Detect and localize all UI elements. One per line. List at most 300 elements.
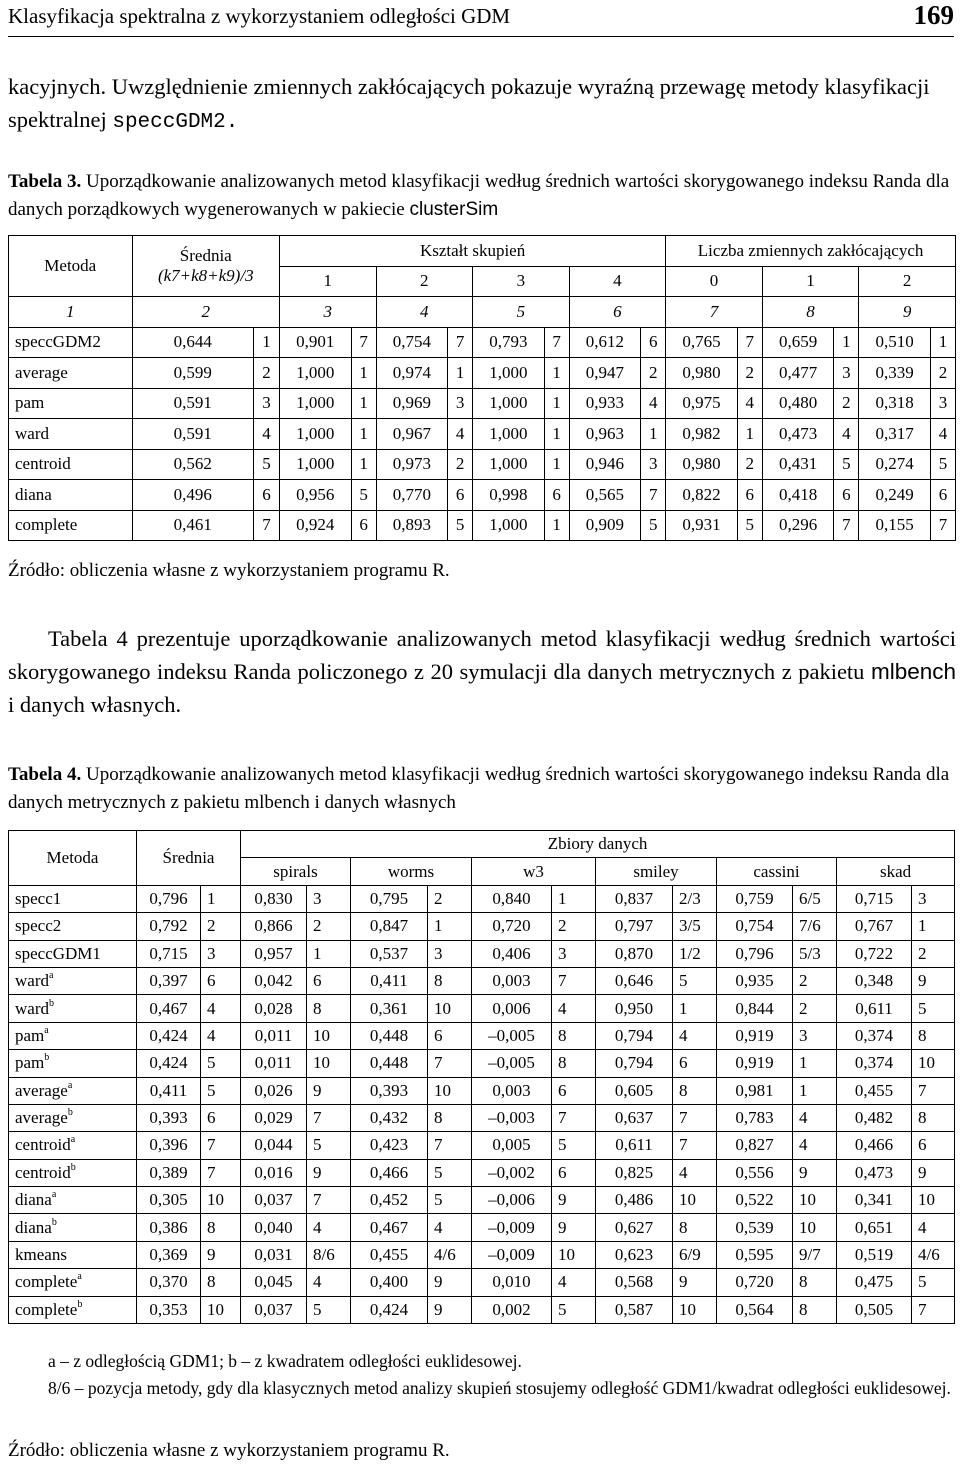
table3-subheader-cell: 0 <box>666 266 763 297</box>
table-cell: 4 <box>793 1132 837 1159</box>
table-cell: 0,249 <box>859 480 931 511</box>
table-cell: 7 <box>673 1132 717 1159</box>
table-cell: –0,002 <box>472 1159 552 1186</box>
table3-column-number: 6 <box>569 297 666 328</box>
table-cell: 8 <box>793 1296 837 1323</box>
table-cell: 8/6 <box>307 1241 351 1268</box>
table-cell: 6 <box>552 1077 596 1104</box>
table-cell: 0,424 <box>351 1296 428 1323</box>
table-cell: 5 <box>641 510 666 541</box>
table-row <box>9 1022 955 1049</box>
table-cell: 0,374 <box>837 1022 912 1049</box>
table-cell: 0,317 <box>859 419 931 450</box>
table-cell: 1 <box>544 510 569 541</box>
method-name: diana <box>15 1217 52 1237</box>
paragraph-2: Tabela 4 prezentuje uporządkowanie analizowanych metod klasyfikacji według średnich wartości skorygowanego indeksu Randa policzonego z 20 symulacji dla danych metrycznych z pakietu mlbench i danych własnych. <box>8 626 956 717</box>
table3-caption-pkg: clusterSim <box>409 199 499 220</box>
table-cell: 0,847 <box>351 913 428 940</box>
table-cell: 4 <box>673 1159 717 1186</box>
method-name-cell <box>9 1269 137 1296</box>
table3-column-number: 5 <box>473 297 570 328</box>
table-cell: 1 <box>351 358 376 389</box>
table4 <box>8 830 955 1324</box>
table-cell: 6 <box>737 480 762 511</box>
table-cell: 0,720 <box>717 1269 793 1296</box>
table-cell: 1 <box>201 885 241 912</box>
table-cell: 0,565 <box>569 480 641 511</box>
table-cell: 6 <box>930 480 955 511</box>
table-cell: 6 <box>254 480 280 511</box>
table-cell: 5 <box>428 1187 472 1214</box>
table-cell: 0,010 <box>472 1269 552 1296</box>
table-cell: 9 <box>912 967 955 994</box>
table-cell: 0,505 <box>837 1296 912 1323</box>
table-cell: 5 <box>912 995 955 1022</box>
table-cell: 0,956 <box>279 480 351 511</box>
table-cell: 1 <box>351 419 376 450</box>
table-cell: 4 <box>201 995 241 1022</box>
table-cell: –0,003 <box>472 1104 552 1131</box>
table-cell: 4/6 <box>428 1241 472 1268</box>
table-row <box>9 940 955 967</box>
table-cell: 8 <box>673 1077 717 1104</box>
method-variant-mark: b <box>67 1107 73 1119</box>
table-cell: 0,005 <box>472 1132 552 1159</box>
table-cell: –0,005 <box>472 1050 552 1077</box>
table-row <box>9 1104 955 1131</box>
table-cell: 1 <box>641 419 666 450</box>
table-cell: 0,963 <box>569 419 641 450</box>
table-row <box>9 1269 955 1296</box>
table-cell: 0,452 <box>351 1187 428 1214</box>
table-cell: 0,646 <box>596 967 673 994</box>
method-variant-mark: a <box>70 1134 76 1146</box>
table-cell: 5 <box>201 1077 241 1104</box>
method-name-cell: diana <box>9 480 133 511</box>
table-cell: 0,612 <box>569 327 641 358</box>
header-title: Klasyfikacja spektralna z wykorzystaniem odległości GDM <box>8 4 511 28</box>
table-cell: 0,406 <box>472 940 552 967</box>
table-cell: 3 <box>552 940 596 967</box>
table-cell: 0,947 <box>569 358 641 389</box>
table-cell: 0,974 <box>376 358 448 389</box>
method-name-cell <box>9 1241 137 1268</box>
table-cell: 0,973 <box>376 449 448 480</box>
table-cell: 1 <box>448 358 473 389</box>
method-name-cell: centroid <box>9 449 133 480</box>
table-cell: 0,830 <box>241 885 307 912</box>
table-cell: 4 <box>930 419 955 450</box>
table-cell: 4 <box>737 388 762 419</box>
table-cell: 2 <box>428 885 472 912</box>
running-header <box>8 0 954 37</box>
method-variant-mark: a <box>44 1024 49 1036</box>
table-cell: 9 <box>428 1296 472 1323</box>
table-cell: 2 <box>641 358 666 389</box>
table-cell: 1,000 <box>473 419 545 450</box>
table-cell: 0,825 <box>596 1159 673 1186</box>
table-cell: 1 <box>552 885 596 912</box>
table-cell: 0,767 <box>837 913 912 940</box>
table-cell: 5 <box>834 449 859 480</box>
table-cell: 10 <box>673 1187 717 1214</box>
table-cell: 0,296 <box>762 510 834 541</box>
table-cell: 7 <box>428 1050 472 1077</box>
table-cell: 1 <box>793 1050 837 1077</box>
table-cell: 8 <box>552 1050 596 1077</box>
table-cell: 0,919 <box>717 1050 793 1077</box>
table-cell: 0,794 <box>596 1050 673 1077</box>
table-cell: 0,028 <box>241 995 307 1022</box>
note-1: a – z odległością GDM1; b – z kwadratem odległości euklidesowej. <box>48 1351 522 1371</box>
table-cell: 7 <box>912 1077 955 1104</box>
table-cell: 0,031 <box>241 1241 307 1268</box>
table-cell: 0,759 <box>717 885 793 912</box>
table-cell: 0,461 <box>132 510 253 541</box>
table-cell: –0,005 <box>472 1022 552 1049</box>
table-cell: 1 <box>793 1077 837 1104</box>
table-cell: 0,901 <box>279 327 351 358</box>
table-cell: 1 <box>254 327 280 358</box>
table-cell: 0,353 <box>137 1296 201 1323</box>
table-cell: 0,045 <box>241 1269 307 1296</box>
table-cell: 10 <box>793 1214 837 1241</box>
table-cell: 4 <box>552 1269 596 1296</box>
table-cell: 0,866 <box>241 913 307 940</box>
table-cell: 0,037 <box>241 1187 307 1214</box>
table-cell: 0,424 <box>137 1050 201 1077</box>
table-cell: 0,794 <box>596 1022 673 1049</box>
table-cell: 5/3 <box>793 940 837 967</box>
table-cell: 7 <box>307 1104 351 1131</box>
table-row <box>9 1077 955 1104</box>
table-cell: 0,519 <box>837 1241 912 1268</box>
table-cell: 0,016 <box>241 1159 307 1186</box>
table-cell: 0,480 <box>762 388 834 419</box>
table-cell: 0,473 <box>837 1159 912 1186</box>
table-cell: 8 <box>912 1022 955 1049</box>
table-cell: 0,893 <box>376 510 448 541</box>
table-cell: 0,475 <box>837 1269 912 1296</box>
table-cell: 9 <box>307 1159 351 1186</box>
method-variant-mark: b <box>77 1298 83 1310</box>
table-cell: 1 <box>544 388 569 419</box>
method-name: ward <box>15 971 49 991</box>
table-cell: 0,339 <box>859 358 931 389</box>
table-cell: 5 <box>448 510 473 541</box>
table-cell: 0,496 <box>132 480 253 511</box>
method-name: speccGDM1 <box>15 943 101 963</box>
method-name-cell: ward <box>9 419 133 450</box>
table-cell: 6 <box>834 480 859 511</box>
table-cell: 6 <box>544 480 569 511</box>
method-name-cell <box>9 967 137 994</box>
table-cell: 0,026 <box>241 1077 307 1104</box>
table-cell: 0,957 <box>241 940 307 967</box>
table-cell: 2 <box>448 449 473 480</box>
table-cell: 0,431 <box>762 449 834 480</box>
table-cell: 0,155 <box>859 510 931 541</box>
table-cell: 0,423 <box>351 1132 428 1159</box>
table-cell: 4 <box>834 419 859 450</box>
method-name-cell <box>9 1077 137 1104</box>
table-cell: 0,455 <box>837 1077 912 1104</box>
table-cell: 0,370 <box>137 1269 201 1296</box>
table-cell: 0,840 <box>472 885 552 912</box>
table-cell: 0,369 <box>137 1241 201 1268</box>
table-cell: 0,933 <box>569 388 641 419</box>
table-cell: 9 <box>552 1214 596 1241</box>
table-cell: 0,919 <box>717 1022 793 1049</box>
table-cell: –0,009 <box>472 1214 552 1241</box>
table-cell: 0,795 <box>351 885 428 912</box>
table-cell: 4 <box>201 1022 241 1049</box>
table-cell: 4 <box>307 1269 351 1296</box>
table3 <box>8 235 956 541</box>
table3-column-number: 3 <box>279 297 376 328</box>
table-cell: 2 <box>793 995 837 1022</box>
table-cell: 0,044 <box>241 1132 307 1159</box>
table-cell: 3 <box>834 358 859 389</box>
dataset-header-cell: skad <box>837 858 955 885</box>
table-cell: 9 <box>428 1269 472 1296</box>
method-variant-mark: b <box>44 1052 50 1064</box>
dataset-header-cell: spirals <box>241 858 351 885</box>
table-cell: 1,000 <box>473 358 545 389</box>
table-cell: 0,466 <box>837 1132 912 1159</box>
table-row <box>9 885 955 912</box>
table-row <box>9 388 956 419</box>
table-cell: 2 <box>912 940 955 967</box>
dataset-header-cell: cassini <box>717 858 837 885</box>
table-row <box>9 1187 955 1214</box>
table-cell: 0,562 <box>132 449 253 480</box>
intro-text: kacyjnych. Uwzględnienie zmiennych zakłócających pokazuje wyraźną przewagę metody klasyfikacji spektralnej <box>8 74 930 132</box>
table-cell: 7 <box>912 1296 955 1323</box>
table-cell: 1 <box>544 358 569 389</box>
table-cell: 0,432 <box>351 1104 428 1131</box>
table-cell: 0,455 <box>351 1241 428 1268</box>
table-row <box>9 449 956 480</box>
table-cell: 0,982 <box>666 419 738 450</box>
table3-caption-text: Uporządkowanie analizowanych metod klasyfikacji według średnich wartości skorygowanego indeksu Randa dla danych porządkowych wygenerowanych w pakiecie <box>8 171 950 220</box>
table-row <box>9 358 956 389</box>
table-cell: 8 <box>201 1269 241 1296</box>
table3-subheader-cell: 3 <box>473 266 570 297</box>
table-cell: 0,411 <box>351 967 428 994</box>
table-cell: 5 <box>307 1132 351 1159</box>
table-cell: 0,411 <box>137 1077 201 1104</box>
table-cell: –0,006 <box>472 1187 552 1214</box>
table-cell: 4 <box>307 1214 351 1241</box>
table-row <box>9 327 956 358</box>
table-cell: 0,467 <box>351 1214 428 1241</box>
table-cell: 4 <box>552 995 596 1022</box>
table-cell: 0,397 <box>137 967 201 994</box>
method-name: complete <box>15 1272 78 1292</box>
table-cell: 4 <box>673 1022 717 1049</box>
table-cell: 8 <box>428 967 472 994</box>
table-cell: 10 <box>307 1050 351 1077</box>
table-cell: 0,522 <box>717 1187 793 1214</box>
table-cell: 3 <box>448 388 473 419</box>
intro-code: speccGDM2. <box>112 111 239 134</box>
table-cell: 0,659 <box>762 327 834 358</box>
table3-head-srednia: Średnia (k7+k8+k9)/3 <box>132 236 279 297</box>
table-cell: 8 <box>307 995 351 1022</box>
table-cell: 0,274 <box>859 449 931 480</box>
table-cell: 5 <box>737 510 762 541</box>
table-cell: 0,967 <box>376 419 448 450</box>
table-cell: 7 <box>428 1132 472 1159</box>
method-name: specc2 <box>15 916 62 936</box>
table-cell: 7 <box>552 967 596 994</box>
table-cell: 1,000 <box>473 449 545 480</box>
table-cell: 0,386 <box>137 1214 201 1241</box>
dataset-header-cell: worms <box>351 858 472 885</box>
table-cell: 0,389 <box>137 1159 201 1186</box>
table-cell: 0,623 <box>596 1241 673 1268</box>
table4-source: Źródło: obliczenia własne z wykorzystaniem programu R. <box>8 1440 450 1461</box>
table-row <box>9 1214 955 1241</box>
table-cell: 0,361 <box>351 995 428 1022</box>
table-cell: 1,000 <box>473 510 545 541</box>
table-cell: 0,029 <box>241 1104 307 1131</box>
table-cell: 0,909 <box>569 510 641 541</box>
table4-head-srednia: Średnia <box>137 831 241 886</box>
method-variant-mark: b <box>70 1161 76 1173</box>
table-cell: 9 <box>552 1187 596 1214</box>
table-cell: 0,844 <box>717 995 793 1022</box>
table-cell: 5 <box>552 1296 596 1323</box>
table-cell: 0,599 <box>132 358 253 389</box>
method-variant-mark: a <box>48 970 54 982</box>
method-name: kmeans <box>15 1245 67 1265</box>
method-name-cell <box>9 995 137 1022</box>
note-2: 8/6 – pozycja metody, gdy dla klasycznych metod analizy skupień stosujemy odległość GDM1/kwadrat odległości euklidesowej. <box>48 1378 951 1398</box>
table-cell: 6 <box>201 967 241 994</box>
method-name: average <box>15 1108 68 1128</box>
table-cell: 0,318 <box>859 388 931 419</box>
table-cell: 7 <box>673 1104 717 1131</box>
table-cell: 0,924 <box>279 510 351 541</box>
table-cell: 2 <box>307 913 351 940</box>
table-cell: 4 <box>641 388 666 419</box>
table-cell: 0,946 <box>569 449 641 480</box>
table-cell: 9 <box>201 1241 241 1268</box>
table4-head-metoda: Metoda <box>9 831 137 886</box>
table-cell: 10 <box>201 1187 241 1214</box>
table-cell: 0,870 <box>596 940 673 967</box>
table-cell: 0,011 <box>241 1050 307 1077</box>
table-cell: 10 <box>307 1022 351 1049</box>
table-cell: 5 <box>912 1269 955 1296</box>
table-cell: 0,003 <box>472 967 552 994</box>
table-cell: 9/7 <box>793 1241 837 1268</box>
table-cell: 3 <box>307 885 351 912</box>
table-cell: 7/6 <box>793 913 837 940</box>
table-cell: 0,935 <box>717 967 793 994</box>
method-name: pam <box>15 1025 45 1045</box>
table-cell: 0,595 <box>717 1241 793 1268</box>
table3-subheader-cell: 1 <box>762 266 859 297</box>
table-cell: 9 <box>673 1269 717 1296</box>
table-cell: 0,482 <box>837 1104 912 1131</box>
table-cell: 1 <box>930 327 955 358</box>
table-cell: 0,374 <box>837 1050 912 1077</box>
table-cell: 2 <box>930 358 955 389</box>
table-cell: 8 <box>201 1214 241 1241</box>
table-cell: 0,998 <box>473 480 545 511</box>
dataset-header-cell: smiley <box>596 858 717 885</box>
page-number: 169 <box>913 0 954 30</box>
table-cell: 0,765 <box>666 327 738 358</box>
table-cell: 1,000 <box>279 388 351 419</box>
table-cell: 10 <box>552 1241 596 1268</box>
table-cell: 1 <box>544 419 569 450</box>
table-cell: 0,348 <box>837 967 912 994</box>
table-cell: 0,754 <box>717 913 793 940</box>
table-cell: 0,587 <box>596 1296 673 1323</box>
table-cell: 0,975 <box>666 388 738 419</box>
dataset-header-cell: w3 <box>472 858 596 885</box>
table-cell: 2 <box>552 913 596 940</box>
table-cell: 1 <box>351 449 376 480</box>
table-cell: 0,591 <box>132 388 253 419</box>
table-cell: 0,797 <box>596 913 673 940</box>
table-cell: 10 <box>912 1187 955 1214</box>
table3-column-number: 7 <box>666 297 763 328</box>
table-row <box>9 967 955 994</box>
table-cell: 6/5 <box>793 885 837 912</box>
table-cell: 10 <box>673 1296 717 1323</box>
method-name-cell <box>9 885 137 912</box>
table-cell: 6 <box>307 967 351 994</box>
method-name: specc1 <box>15 888 62 908</box>
table-cell: 1/2 <box>673 940 717 967</box>
method-name: diana <box>15 1190 52 1210</box>
method-variant-mark: a <box>77 1271 82 1283</box>
table-cell: 6 <box>448 480 473 511</box>
table-cell: 0,037 <box>241 1296 307 1323</box>
table3-caption-label: Tabela 3. <box>8 171 82 192</box>
table3-caption <box>8 168 956 224</box>
table-cell: 7 <box>737 327 762 358</box>
table-cell: 5 <box>930 449 955 480</box>
table-cell: 3 <box>428 940 472 967</box>
table-cell: 10 <box>428 1077 472 1104</box>
table-cell: 0,002 <box>472 1296 552 1323</box>
table3-column-number: 8 <box>762 297 859 328</box>
table-cell: 0,770 <box>376 480 448 511</box>
table-cell: 7 <box>641 480 666 511</box>
table4-head-zbiory: Zbiory danych <box>241 831 955 858</box>
table-cell: 0,637 <box>596 1104 673 1131</box>
table-cell: 0,591 <box>132 419 253 450</box>
method-name: ward <box>15 998 49 1018</box>
table-cell: 0,793 <box>473 327 545 358</box>
table3-subheader-cell: 4 <box>569 266 666 297</box>
table-cell: 9 <box>307 1077 351 1104</box>
table-cell: 0,627 <box>596 1214 673 1241</box>
table-row <box>9 480 956 511</box>
method-name: centroid <box>15 1162 71 1182</box>
table-cell: 0,486 <box>596 1187 673 1214</box>
method-variant-mark: a <box>67 1079 73 1091</box>
table-cell: 5 <box>351 480 376 511</box>
method-variant-mark: a <box>51 1189 57 1201</box>
table-cell: 3 <box>254 388 280 419</box>
